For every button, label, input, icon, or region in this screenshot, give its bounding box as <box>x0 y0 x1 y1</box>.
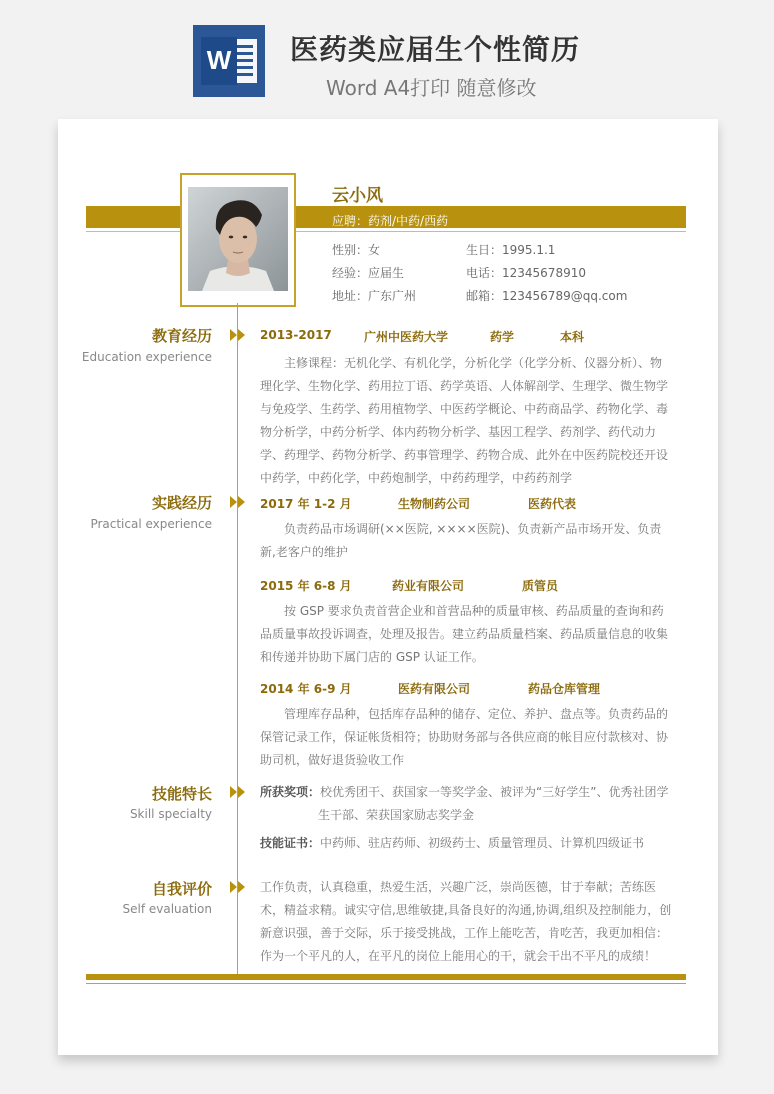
candidate-name: 云小风 <box>332 186 383 206</box>
job-period: 2015 年 6-8 月 <box>260 579 352 593</box>
self-eval-title: 自我评价 <box>151 880 212 898</box>
double-arrow-icon <box>230 496 246 508</box>
practice-title: 实践经历 <box>151 494 212 512</box>
education-school: 广州中医药大学 <box>364 330 449 344</box>
job-role: 药品仓库管理 <box>528 682 601 696</box>
double-arrow-icon <box>230 881 246 893</box>
birthday: 生日：1995.1.1 <box>466 243 556 257</box>
gender: 性别：女 <box>332 243 381 257</box>
word-app-icon <box>193 25 265 97</box>
education-title: 教育经历 <box>151 327 212 345</box>
double-arrow-icon <box>230 786 246 798</box>
photo-frame <box>180 173 296 307</box>
certs-label: 技能证书： <box>260 836 321 850</box>
job-period: 2017 年 1-2 月 <box>260 497 352 511</box>
job-company: 医药有限公司 <box>398 682 471 696</box>
self-eval-title-en: Self evaluation <box>122 902 212 916</box>
awards-row <box>260 781 672 827</box>
phone: 电话：12345678910 <box>466 266 586 280</box>
word-icon-letter: W <box>206 45 232 75</box>
job-role: 医药代表 <box>528 497 577 511</box>
awards-text: 校优秀团干、获国家一等奖学金、被评为“三好学生”、优秀社团学生干部、荣获国家励志奖学金 <box>318 785 669 822</box>
profile-photo <box>188 187 288 291</box>
skills-title: 技能特长 <box>151 785 212 803</box>
awards-label: 所获奖项： <box>260 785 321 799</box>
certs-row <box>260 832 672 855</box>
header-bar-underline <box>86 231 686 232</box>
job-period: 2014 年 6-9 月 <box>260 682 352 696</box>
education-courses: 主修课程：无机化学、有机化学，分析化学（化学分析、仪器分析）、物理化学、生物化学、药用拉丁语、药学英语、人体解剖学、生理学、微生物学与免疫学、生药学、药用植物学、中医药学概论、中药商品学、药物化学、毒物分析学，中药分析学、体内药物分析学、基因工程学、药剂学、药代动力学、药理学、药物分析学、药事管理学、药物合成、此外在中医药院校还开设中药学，中药化学，中药炮制学，中药药理学，中药药剂学 <box>260 356 669 485</box>
job-role: 质管员 <box>522 579 559 593</box>
timeline-line <box>237 303 238 975</box>
footer-line <box>86 983 686 984</box>
experience: 经验：应届生 <box>332 266 405 280</box>
skills-title-en: Skill specialty <box>129 807 212 821</box>
education-period: 2013-2017 <box>260 328 332 342</box>
job-company: 药业有限公司 <box>392 579 465 593</box>
double-arrow-icon <box>230 329 246 341</box>
resume-page <box>58 119 718 1055</box>
education-title-en: Education experience <box>81 350 212 364</box>
practice-title-en: Practical experience <box>90 517 212 531</box>
footer-bar <box>86 974 686 980</box>
email: 邮箱：123456789@qq.com <box>466 289 628 303</box>
self-eval-text: 工作负责，认真稳重，热爱生活，兴趣广泛，崇尚医德，甘于奉献；苦练医术，精益求精。诚实守信,思维敏捷,具备良好的沟通,协调,组织及控制能力，创新意识强，善于交际，乐于接受挑战，工作上能吃苦，肯吃苦，我更加相信：作为一个平凡的人，在平凡的岗位上能用心的干，就会干出不平凡的成绩！ <box>260 880 672 963</box>
job-description: 管理库存品种，包括库存品种的储存、定位、养护、盘点等。负责药品的保管记录工作，保证帐货相符；协助财务部与各供应商的帐目应付款核对、协助司机，做好退货验收工作 <box>260 707 669 767</box>
job-description: 负责药品市场调研(××医院, ××××医院)、负责新产品市场开发、负责新,老客户的维护 <box>260 522 662 559</box>
job-description: 按 GSP 要求负责首营企业和首营品种的质量审核、药品质量的查询和药品质量事故投诉调查，处理及报告。建立药品质量档案、药品质量信息的收集和传递并协助下属门店的 GSP 认证工作。 <box>260 604 669 664</box>
certs-text: 中药师、驻店药师、初级药士、质量管理员、计算机四级证书 <box>320 836 645 850</box>
education-degree: 本科 <box>560 330 585 344</box>
banner-title: 医药类应届生个性简历 <box>290 33 581 66</box>
job-company: 生物制药公司 <box>398 497 471 511</box>
banner-subtitle: Word A4打印 随意修改 <box>326 76 537 100</box>
education-major: 药学 <box>490 330 515 344</box>
applied-position: 应聘：药剂/中药/西药 <box>332 214 449 228</box>
address: 地址：广东广州 <box>332 289 417 303</box>
